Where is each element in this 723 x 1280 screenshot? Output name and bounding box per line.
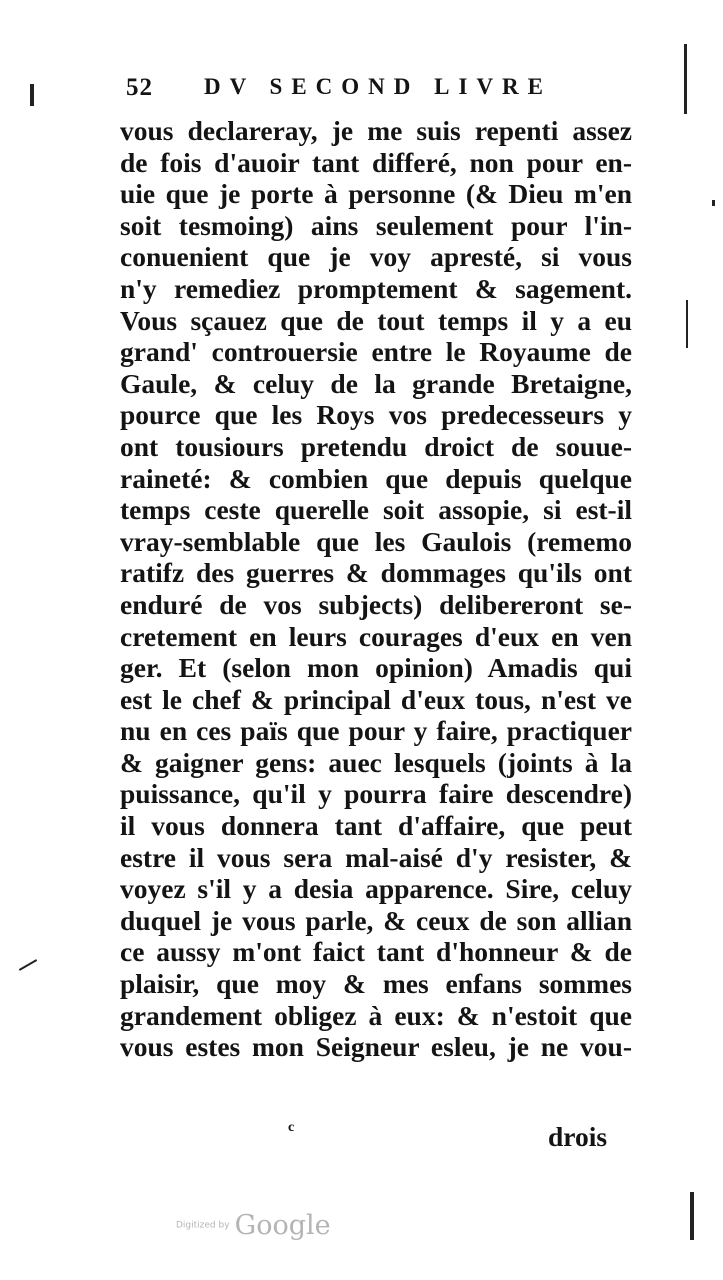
text-line: vous declareray, je me suis repenti assez	[120, 115, 632, 146]
digitized-watermark	[176, 1210, 331, 1241]
text-line: & gaigner gens: auec lesquels (joints à la	[120, 746, 632, 778]
text-line: Gaule, & celuy de la grande Bretaigne,	[120, 367, 632, 399]
left-margin-speck	[30, 84, 34, 106]
page-header	[126, 74, 556, 108]
text-line: uie que je porte à personne (& Dieu m'en	[120, 178, 632, 210]
running-title: DV SECOND LIVRE	[204, 74, 553, 99]
text-line: soit tesmoing) ains seulement pour l'in-	[120, 209, 632, 241]
text-line: est le chef & principal d'eux tous, n'est ve	[120, 683, 632, 715]
text-line: vous estes mon Seigneur esleu, je ne vou-	[120, 1031, 632, 1063]
page-number: 52	[126, 74, 153, 101]
text-line: enduré de vos subjects) delibereront se-	[120, 588, 632, 620]
text-line: vray-semblable que les Gaulois (rememo	[120, 525, 632, 557]
signature-mark: c	[288, 1120, 295, 1135]
body-text	[120, 115, 632, 1063]
text-line: grand' controuersie entre le Royaume de	[120, 336, 632, 368]
catchword: drois	[548, 1121, 608, 1152]
text-line: nu en ces païs que pour y faire, practiquer	[120, 715, 632, 747]
right-margin-rule	[686, 300, 688, 348]
google-logo: Google	[234, 1210, 331, 1241]
text-line: ont tousiours pretendu droict de souue-	[120, 430, 632, 462]
text-line: ce aussy m'ont faict tant d'honneur & de	[120, 936, 632, 968]
left-margin-stroke	[19, 959, 37, 971]
text-line: Vous sçauez que de tout temps il y a eu	[120, 304, 632, 336]
text-line: il vous donnera tant d'affaire, que peut	[120, 810, 632, 842]
text-line: ratifz des guerres & dommages qu'ils ont	[120, 557, 632, 589]
text-line: pource que les Roys vos predecesseurs y	[120, 399, 632, 431]
text-line: grandement obligez à eux: & n'estoit que	[120, 999, 632, 1031]
text-line: raineté: & combien que depuis quelque	[120, 462, 632, 494]
right-margin-speck	[712, 200, 715, 206]
right-margin-rule	[684, 44, 687, 114]
text-line: temps ceste querelle soit assopie, si est-il	[120, 494, 632, 526]
text-line: puissance, qu'il y pourra faire descendre)	[120, 778, 632, 810]
text-line: conuenient que je voy apresté, si vous	[120, 241, 632, 273]
text-line: de fois d'auoir tant differé, non pour en-	[120, 146, 632, 178]
right-margin-rule	[690, 1192, 694, 1240]
watermark-prefix: Digitized by	[176, 1220, 230, 1231]
text-line: n'y remediez promptement & sagement.	[120, 272, 632, 304]
text-line: ger. Et (selon mon opinion) Amadis qui	[120, 652, 632, 684]
text-line: estre il vous sera mal-aisé d'y resister, &	[120, 841, 632, 873]
text-line: voyez s'il y a desia apparence. Sire, celuy	[120, 873, 632, 905]
text-line: duquel je vous parle, & ceux de son allian	[120, 904, 632, 936]
text-line: cretement en leurs courages d'eux en ven	[120, 620, 632, 652]
text-line: plaisir, que moy & mes enfans sommes	[120, 968, 632, 1000]
